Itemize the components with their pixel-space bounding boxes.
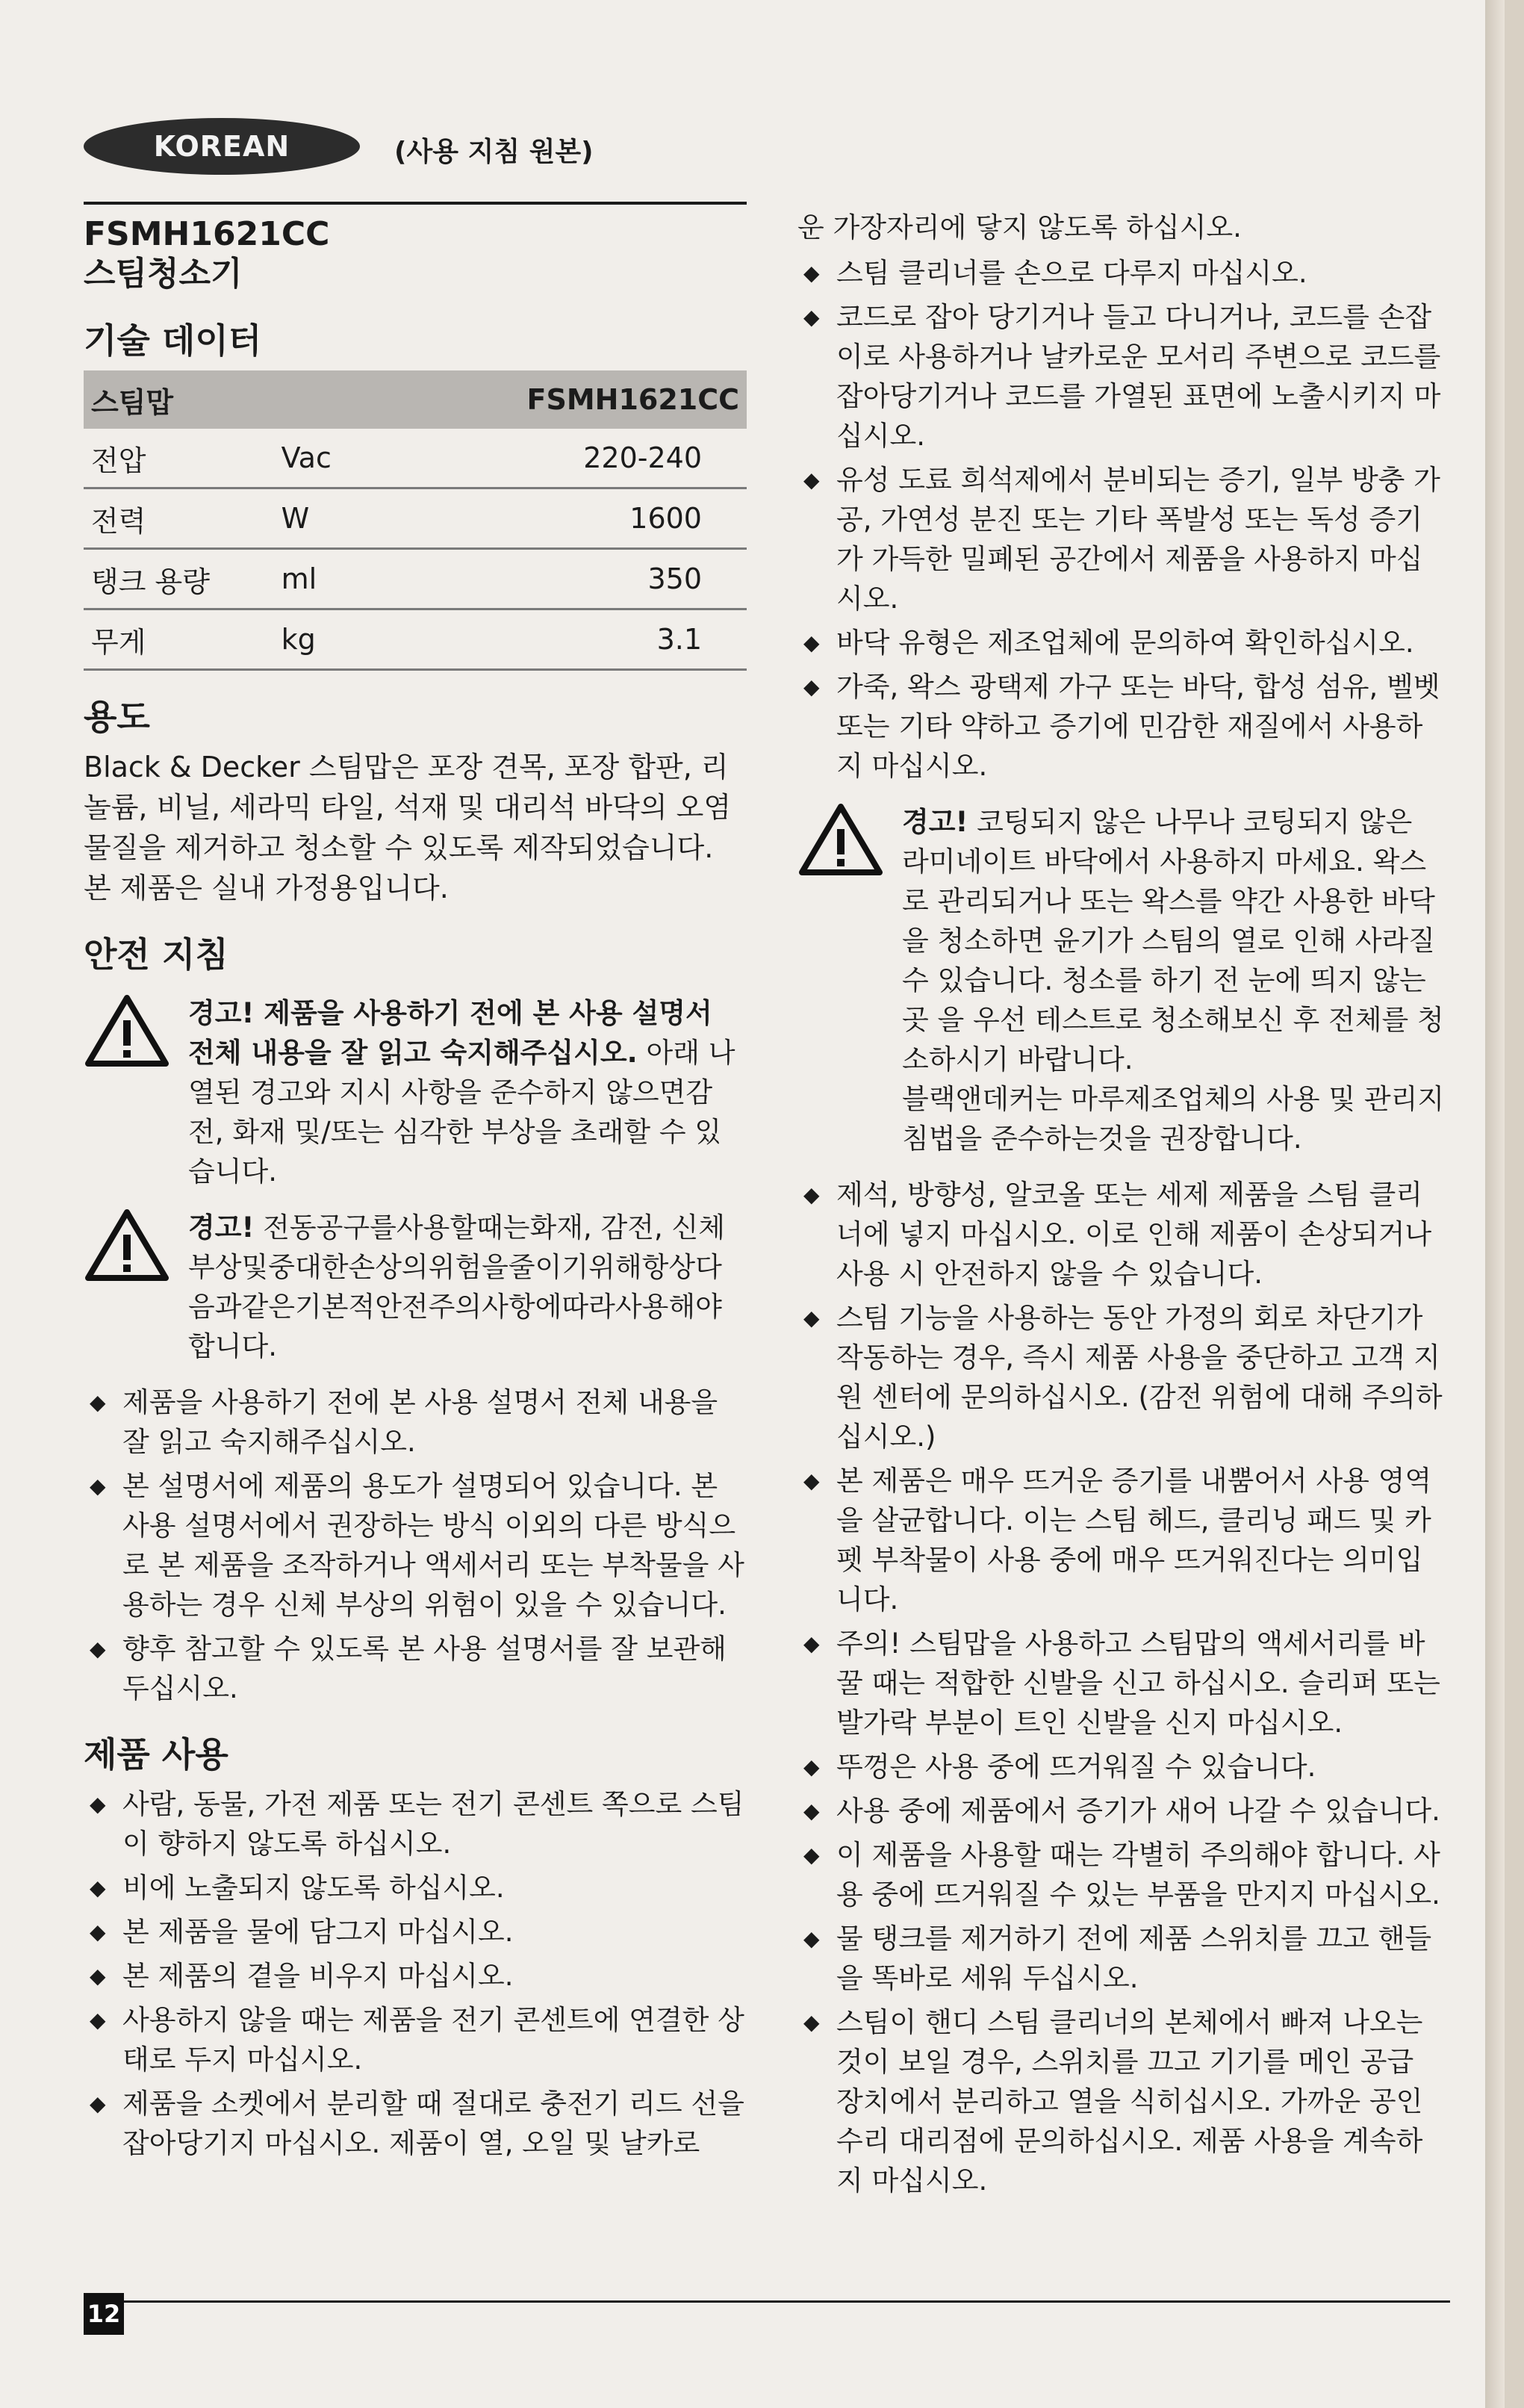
warning-bold: 경고! 제품을 사용하기 전에 본 사용 설명서 전체 내용을 잘 읽고 숙지해주십시오.: [188, 997, 712, 1069]
warning-text: [188, 993, 747, 1191]
list-item: ◆ 스팀이 핸디 스팀 클리너의 본체에서 빠져 나오는 것이 보일 경우, 스위치를 끄고 기기를 메인 공급 장치에서 분리하고 열을 식히십시오. 가까운 공인 수리 대리점에 문의하십시오. 제품 사용을 계속하지 마십시오.: [797, 2002, 1446, 2200]
header-subtitle: (사용 지침 원본): [394, 137, 594, 167]
spec-table-header: [84, 370, 747, 429]
product-name: 스팀청소기: [84, 255, 243, 293]
footer-rule: [84, 2300, 1450, 2303]
product-heading: [84, 205, 747, 294]
list-item: ◆ 스팀 기능을 사용하는 동안 가정의 회로 차단기가 작동하는 경우, 즉시 제품 사용을 중단하고 고객 지원 센터에 문의하십시오. (감전 위험에 대해 주의하십시오.): [797, 1298, 1446, 1456]
list-item: ◆ 본 제품의 곁을 비우지 마십시오.: [84, 1956, 747, 1996]
usage-list: [84, 1784, 747, 2163]
spec-label: 무게: [84, 609, 274, 670]
warning-bold: 경고!: [902, 806, 968, 838]
warning-bold: 경고!: [188, 1211, 255, 1244]
left-column: [84, 202, 747, 2167]
list-item: ◆ 코드로 잡아 당기거나 들고 다니거나, 코드를 손잡이로 사용하거나 날카로운 모서리 주변으로 코드를 잡아당기거나 코드를 가열된 표면에 노출시키지 마십시오.: [797, 297, 1446, 456]
list-item: ◆ 사용 중에 제품에서 증기가 새어 나갈 수 있습니다.: [797, 1791, 1446, 1831]
warning-rest: 전동공구를사용할때는화재, 감전, 신체부상및중대한손상의위험을줄이기위해항상다음과같은기본적안전주의사항에따라사용해야합니다.: [188, 1211, 726, 1362]
list-item: ◆ 사람, 동물, 가전 제품 또는 전기 콘센트 쪽으로 스팀이 향하지 않도록 하십시오.: [84, 1784, 747, 1864]
list-item: ◆ 사용하지 않을 때는 제품을 전기 콘센트에 연결한 상태로 두지 마십시오.: [84, 2000, 747, 2079]
spec-value: 1600: [423, 488, 747, 549]
list-item: ◆ 스팀 클리너를 손으로 다루지 마십시오.: [797, 253, 1446, 293]
intended-use-text: Black & Decker 스팀맙은 포장 견목, 포장 합판, 리놀륨, 비닐, 세라믹 타일, 석재 및 대리석 바닥의 오염물질을 제거하고 청소할 수 있도록 제작되었습니다. 본 제품은 실내 가정용입니다.: [84, 751, 732, 904]
safety-list: [84, 1383, 747, 1708]
list-item: ◆ 주의! 스팀맙을 사용하고 스팀맙의 액세서리를 바꿀 때는 적합한 신발을 신고 하십시오. 슬리퍼 또는 발가락 부분이 트인 신발을 신지 마십시오.: [797, 1624, 1446, 1743]
warning-triangle-icon: [84, 993, 173, 1191]
list-item: ◆ 비에 노출되지 않도록 하십시오.: [84, 1868, 747, 1908]
table-row: [84, 429, 747, 488]
warning-rest: 아래 나열된 경고와 지시 사항을 준수하지 않으면감전, 화재 및/또는 심각한 부상을 초래할 수 있습니다.: [188, 1037, 735, 1188]
list-item: ◆ 가죽, 왁스 광택제 가구 또는 바닥, 합성 섬유, 벨벳 또는 기타 약하고 증기에 민감한 재질에서 사용하지 마십시오.: [797, 667, 1446, 786]
spec-unit: ml: [274, 549, 423, 609]
spec-value: 220-240: [423, 429, 747, 488]
warning-text: [188, 1208, 747, 1366]
spec-unit: W: [274, 488, 423, 549]
spec-table: [84, 370, 747, 671]
list-item: ◆ 향후 참고할 수 있도록 본 사용 설명서를 잘 보관해 두십시오.: [84, 1629, 747, 1708]
warning-block: [84, 1208, 747, 1366]
usage-title: 제품 사용: [84, 1734, 228, 1775]
list-item: ◆ 물 탱크를 제거하기 전에 제품 스위치를 끄고 핸들을 똑바로 세워 두십시오.: [797, 1919, 1446, 1998]
warning-block: [84, 993, 747, 1191]
list-item: ◆ 본 제품은 매우 뜨거운 증기를 내뿜어서 사용 영역을 살균합니다. 이는 스팀 헤드, 클리닝 패드 및 카펫 부착물이 사용 중에 매우 뜨거워진다는 의미입니다.: [797, 1461, 1446, 1619]
spec-label: 탱크 용량: [84, 549, 274, 609]
caution-list: [797, 1175, 1446, 2200]
warning-note: 블랙앤데커는 마루제조업체의 사용 및 관리지침법을 준수하는것을 권장합니다.: [902, 1083, 1445, 1155]
safety-title: 안전 지침: [84, 934, 228, 975]
page-edge: [1485, 0, 1505, 2408]
spec-label: 전력: [84, 488, 274, 549]
list-item: ◆ 본 제품을 물에 담그지 마십시오.: [84, 1912, 747, 1952]
list-item: ◆ 유성 도료 희석제에서 분비되는 증기, 일부 방충 가공, 가연성 분진 또는 기타 폭발성 또는 독성 증기가 가득한 밀폐된 공간에서 제품을 사용하지 마십시오.: [797, 460, 1446, 618]
table-row: [84, 609, 747, 670]
list-item: ◆ 바닥 유형은 제조업체에 문의하여 확인하십시오.: [797, 623, 1446, 662]
warning-rest: 코팅되지 않은 나무나 코팅되지 않은 라미네이트 바닥에서 사용하지 마세요. 왁스 로 관리되거나 또는 왁스를 약간 사용한 바닥을 청소하면 윤기가 스팀의 열로 인해 사라질 수 있습니다. 청소를 하기 전 눈에 띄지 않는곳 을 우선 테스트로 청소해보신 후 전체를 청소하시기 바랍니다.: [902, 806, 1444, 1076]
list-item: ◆ 제품을 사용하기 전에 본 사용 설명서 전체 내용을 잘 읽고 숙지해주십시오.: [84, 1383, 747, 1462]
warning-triangle-icon: [797, 802, 887, 1158]
warning-block: [797, 802, 1446, 1158]
list-item: ◆ 제품을 소켓에서 분리할 때 절대로 충전기 리드 선을 잡아당기지 마십시오. 제품이 열, 오일 및 날카로: [84, 2084, 747, 2163]
usage-list-continued: [797, 253, 1446, 786]
list-item: ◆ 뚜껑은 사용 중에 뜨거워질 수 있습니다.: [797, 1747, 1446, 1787]
right-column: [797, 208, 1446, 2205]
spec-label: 전압: [84, 429, 274, 488]
spec-header-label: 스팀맙: [84, 370, 423, 429]
table-row: [84, 549, 747, 609]
list-item: ◆ 본 설명서에 제품의 용도가 설명되어 있습니다. 본 사용 설명서에서 권장하는 방식 이외의 다른 방식으로 본 제품을 조작하거나 액세서리 또는 부착물을 사용하는 경우 신체 부상의 위험이 있을 수 있습니다.: [84, 1466, 747, 1625]
warning-triangle-icon: [84, 1208, 173, 1366]
spec-value: 3.1: [423, 609, 747, 670]
spec-unit: kg: [274, 609, 423, 670]
spec-value: 350: [423, 549, 747, 609]
intended-use-title: 용도: [84, 697, 150, 737]
page-number: 12: [84, 2293, 124, 2335]
list-item: ◆ 제석, 방향성, 알코올 또는 세제 제품을 스팀 클리너에 넣지 마십시오. 이로 인해 제품이 손상되거나 사용 시 안전하지 않을 수 있습니다.: [797, 1175, 1446, 1294]
language-badge: KOREAN: [84, 118, 360, 175]
table-row: [84, 488, 747, 549]
list-item: ◆ 이 제품을 사용할 때는 각별히 주의해야 합니다. 사용 중에 뜨거워질 수 있는 부품을 만지지 마십시오.: [797, 1835, 1446, 1914]
continued-text: 운 가장자리에 닿지 않도록 하십시오.: [797, 211, 1242, 243]
tech-data-title: 기술 데이터: [84, 320, 262, 361]
model-number: FSMH1621CC: [84, 215, 330, 253]
spec-header-model: FSMH1621CC: [423, 370, 747, 429]
warning-text: [902, 802, 1446, 1158]
spec-unit: Vac: [274, 429, 423, 488]
